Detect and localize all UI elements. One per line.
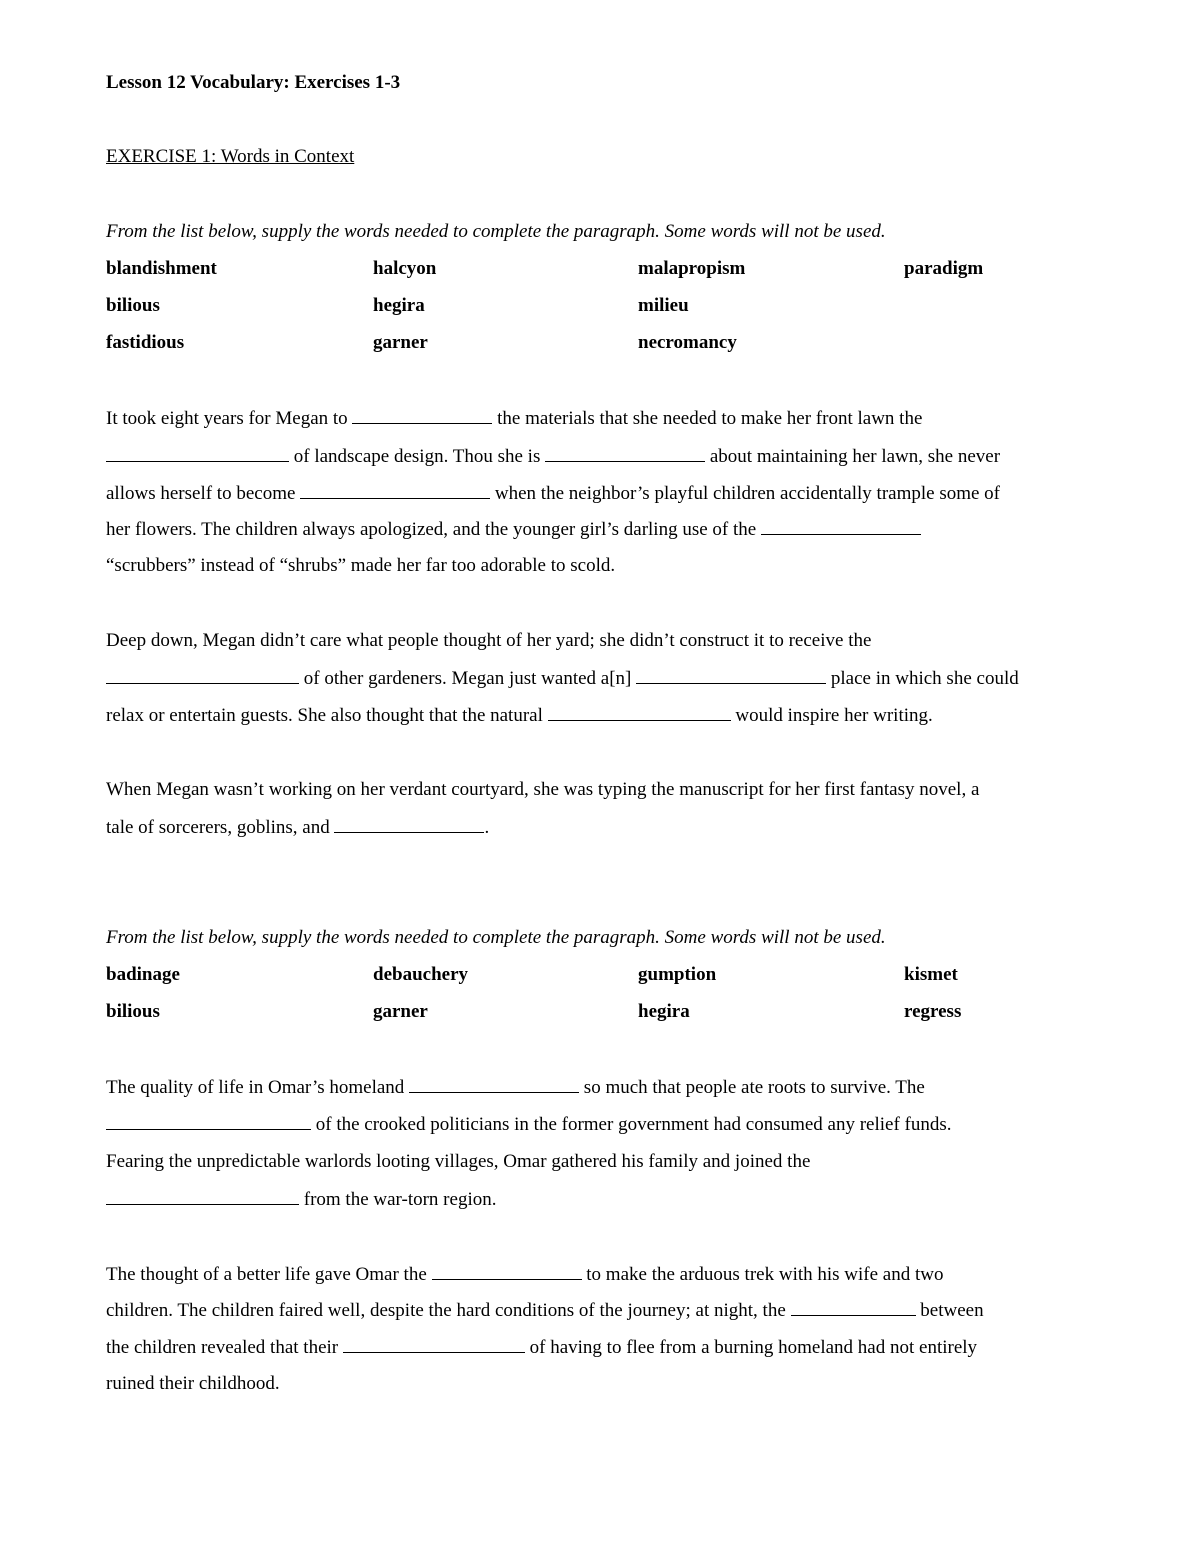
word-bank-item: regress bbox=[904, 1001, 962, 1022]
paragraph-line bbox=[106, 1113, 952, 1136]
paragraph-line bbox=[106, 816, 489, 839]
paragraph-text: . bbox=[484, 817, 490, 838]
word-bank-item: badinage bbox=[106, 964, 180, 985]
answer-blank[interactable] bbox=[545, 445, 705, 462]
paragraph-text: The quality of life in Omar’s homeland bbox=[106, 1077, 405, 1098]
page-title: Lesson 12 Vocabulary: Exercises 1-3 bbox=[106, 72, 401, 93]
paragraph-line bbox=[106, 1076, 925, 1099]
word-bank-item: garner bbox=[373, 332, 428, 353]
word-bank-item: milieu bbox=[638, 295, 689, 316]
paragraph-line bbox=[106, 482, 1000, 505]
word-bank-item: bilious bbox=[106, 295, 160, 316]
paragraph-line bbox=[106, 667, 1019, 690]
paragraph-line bbox=[106, 1188, 496, 1211]
section1-instructions: From the list below, supply the words needed to complete the paragraph. Some words will not be used. bbox=[106, 221, 886, 242]
word-bank-item: paradigm bbox=[904, 258, 984, 279]
answer-blank[interactable] bbox=[343, 1336, 525, 1353]
paragraph-line bbox=[106, 518, 921, 541]
paragraph-line bbox=[106, 704, 933, 727]
paragraph-text: Deep down, Megan didn’t care what people thought of her yard; she didn’t construct it to receive the bbox=[106, 630, 872, 651]
word-bank-item: garner bbox=[373, 1001, 428, 1022]
answer-blank[interactable] bbox=[334, 816, 484, 833]
paragraph-text: of the crooked politicians in the former government had consumed any relief funds. bbox=[315, 1114, 952, 1135]
answer-blank[interactable] bbox=[791, 1299, 916, 1316]
answer-blank[interactable] bbox=[409, 1076, 579, 1093]
answer-blank[interactable] bbox=[352, 407, 492, 424]
paragraph-text: The thought of a better life gave Omar the bbox=[106, 1264, 427, 1285]
paragraph-text: place in which she could bbox=[830, 668, 1019, 689]
word-bank-item: malapropism bbox=[638, 258, 746, 279]
paragraph-line bbox=[106, 779, 979, 801]
paragraph-text: to make the arduous trek with his wife and two bbox=[586, 1264, 944, 1285]
word-bank-item: hegira bbox=[373, 295, 425, 316]
word-bank-item: debauchery bbox=[373, 964, 468, 985]
word-bank-item: fastidious bbox=[106, 332, 185, 353]
word-bank-item: halcyon bbox=[373, 258, 437, 279]
paragraph-line bbox=[106, 555, 615, 577]
paragraph-text: children. The children faired well, despite the hard conditions of the journey; at night, the bbox=[106, 1300, 786, 1321]
paragraph-text: Fearing the unpredictable warlords looting villages, Omar gathered his family and joined the bbox=[106, 1151, 811, 1172]
word-bank-item: gumption bbox=[638, 964, 717, 985]
answer-blank[interactable] bbox=[106, 1113, 311, 1130]
answer-blank[interactable] bbox=[761, 518, 921, 535]
paragraph-text: of other gardeners. Megan just wanted a[n] bbox=[303, 668, 632, 689]
paragraph-text: when the neighbor’s playful children accidentally trample some of bbox=[494, 483, 1001, 504]
paragraph-line bbox=[106, 1299, 984, 1322]
paragraph-text: of landscape design. Thou she is bbox=[293, 446, 541, 467]
paragraph-text: “scrubbers” instead of “shrubs” made her far too adorable to scold. bbox=[106, 555, 616, 576]
paragraph-text: allows herself to become bbox=[106, 483, 296, 504]
paragraph-text: the children revealed that their bbox=[106, 1337, 339, 1358]
paragraph-line bbox=[106, 1263, 944, 1286]
paragraph-text: the materials that she needed to make her front lawn the bbox=[497, 408, 923, 429]
word-bank-item: blandishment bbox=[106, 258, 217, 279]
answer-blank[interactable] bbox=[636, 667, 826, 684]
paragraph-line bbox=[106, 445, 1000, 468]
paragraph-line bbox=[106, 1373, 280, 1395]
answer-blank[interactable] bbox=[106, 1188, 299, 1205]
answer-blank[interactable] bbox=[548, 704, 731, 721]
word-bank-item: bilious bbox=[106, 1001, 160, 1022]
answer-blank[interactable] bbox=[300, 482, 490, 499]
paragraph-text: about maintaining her lawn, she never bbox=[709, 446, 1001, 467]
paragraph-text: from the war-torn region. bbox=[303, 1189, 497, 1210]
paragraph-line bbox=[106, 407, 922, 430]
paragraph-text: It took eight years for Megan to bbox=[106, 408, 348, 429]
answer-blank[interactable] bbox=[432, 1263, 582, 1280]
paragraph-text: between bbox=[920, 1300, 984, 1321]
answer-blank[interactable] bbox=[106, 667, 299, 684]
paragraph-text: so much that people ate roots to survive. The bbox=[583, 1077, 925, 1098]
paragraph-text: tale of sorcerers, goblins, and bbox=[106, 817, 330, 838]
paragraph-text: would inspire her writing. bbox=[735, 705, 933, 726]
paragraph-text: ruined their childhood. bbox=[106, 1373, 280, 1394]
word-bank-item: hegira bbox=[638, 1001, 690, 1022]
paragraph-text: her flowers. The children always apologized, and the younger girl’s darling use of the bbox=[106, 519, 757, 540]
answer-blank[interactable] bbox=[106, 445, 289, 462]
paragraph-text: of having to flee from a burning homeland had not entirely bbox=[529, 1337, 978, 1358]
paragraph-text: When Megan wasn’t working on her verdant courtyard, she was typing the manuscript for her first fantasy novel, a bbox=[106, 779, 980, 800]
section2-instructions: From the list below, supply the words needed to complete the paragraph. Some words will not be used. bbox=[106, 927, 886, 948]
paragraph-line bbox=[106, 630, 871, 652]
paragraph-text: relax or entertain guests. She also thought that the natural bbox=[106, 705, 543, 726]
word-bank-item: necromancy bbox=[638, 332, 737, 353]
paragraph-line bbox=[106, 1151, 810, 1173]
exercise-heading: EXERCISE 1: Words in Context bbox=[106, 146, 355, 167]
paragraph-line bbox=[106, 1336, 977, 1359]
word-bank-item: kismet bbox=[904, 964, 958, 985]
